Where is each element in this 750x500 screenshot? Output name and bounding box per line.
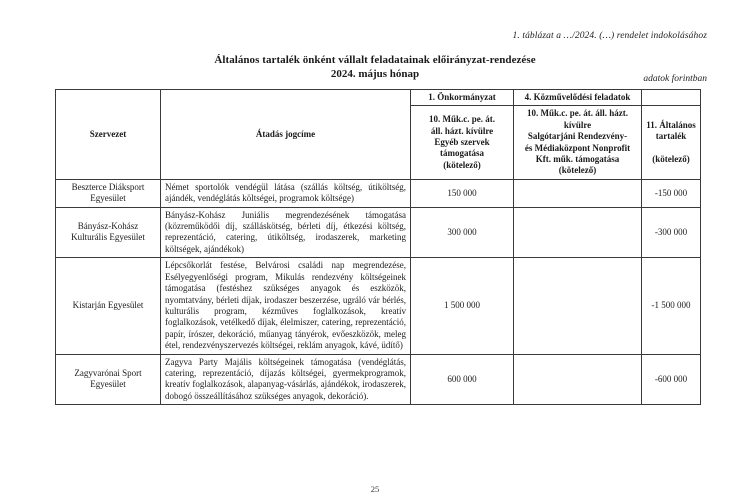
cell-altalanos-tartalek-amount: -1 500 000 [642, 258, 701, 354]
cell-transfer-title: Bányász-Kohász Juniális megrendezésének támogatása (közreműködői díj, szálláskötség, bérleti díj, étkezési költség, reprezentáció, catering, útiköltség, irodaszerek, marketing költségek, ajándékok) [161, 207, 411, 258]
table-row [56, 258, 701, 354]
sub1-line-2: Egyéb szervek [434, 136, 490, 147]
cell-organization: Kistarján Egyesület [56, 258, 161, 354]
sub1-line-0: 10. Műk.c. pe. át. [429, 114, 495, 125]
cell-organization: Bányász-Kohász Kulturális Egyesület [56, 207, 161, 258]
cell-kozmuvelodes-amount [514, 354, 642, 405]
sub4-line-1: kívülre [563, 119, 592, 130]
cell-onkormanyzat-amount: 600 000 [411, 354, 514, 405]
cell-kozmuvelodes-amount [514, 179, 642, 207]
page-number: 25 [370, 484, 380, 494]
cell-kozmuvelodes-amount [514, 258, 642, 354]
cell-altalanos-tartalek-amount: -150 000 [642, 179, 701, 207]
sub1-line-3: támogatása [440, 148, 484, 159]
column-header-altalanos-tartalek [642, 106, 701, 179]
page-subtitle: 2024. május hónap [330, 68, 420, 80]
budget-table [55, 89, 701, 405]
sub4-line-0: 10. Műk.c. pe. át. áll. házt. [527, 108, 628, 119]
cell-kozmuvelodes-amount [514, 207, 642, 258]
cell-transfer-title: Zagyva Party Majális költségeinek támogatása (vendéglátás, catering, reprezentáció, díjazás költségei, gyermekprogramok, kreatív foglalkozások, alapanyag-vásárlás, ajándékok, irodaszerek, dobogó összeállításához szükséges anyagok, dekoráció). [161, 354, 411, 405]
cell-onkormanyzat-amount: 150 000 [411, 179, 514, 207]
table-row [56, 354, 701, 405]
document-reference-note: 1. táblázat a …/2024. (…) rendelet indokolásához [512, 31, 707, 41]
cell-onkormanyzat-amount: 1 500 000 [411, 258, 514, 354]
column-subheader-onkormanyzat [411, 106, 514, 179]
table-header [56, 90, 701, 180]
cell-onkormanyzat-amount: 300 000 [411, 207, 514, 258]
table-row [56, 179, 701, 207]
cell-transfer-title: Német sportolók vendégül látása (szállás költség, útiköltség, ajándék, vendéglátás költségei, programok költsége) [161, 179, 411, 207]
cell-altalanos-tartalek-amount: -300 000 [642, 207, 701, 258]
sub1-line-1: áll. házt. kívülre [430, 125, 494, 136]
page-title: Általános tartalék önként vállalt feladatainak előirányzat-rendezése [214, 54, 536, 66]
sub4-line-5: (kötelező) [558, 165, 597, 176]
column-header-transfer-title: Átadás jogcíme [161, 90, 411, 180]
column-subheader-kozmuvelodes [514, 106, 642, 179]
sub4-line-2: Salgótarjáni Rendezvény- [527, 131, 628, 142]
table-header-row-groups [56, 90, 701, 106]
cell-organization: Zagyvarónai Sport Egyesület [56, 354, 161, 405]
column-group-header-kozmuvelodes: 4. Közművelődési feladatok [514, 90, 642, 106]
sub1-line-4: (kötelező) [443, 159, 481, 170]
cell-altalanos-tartalek-amount: -600 000 [642, 354, 701, 405]
col11-line-1: tartalék [655, 131, 687, 142]
table-row [56, 207, 701, 258]
cell-organization: Beszterce Diáksport Egyesület [56, 179, 161, 207]
cell-transfer-title: Lépcsőkorlát festése, Belvárosi családi nap megrendezése, Esélyegyenlőségi program, Mikulás rendezvény költségeinek támogatása (festéshez szükséges anyagok és eszközök, nyomtatvány, bérleti díjak, irodaszer beszerzése, ugráló vár bérlés, kulturális program, kézműves foglalkozások, kreatív foglalkozások, vetélkedő díjak, élelmiszer, catering, reprezentáció, papír, írószer, dekoráció, műanyag tányérok, evőeszközök, meleg étel, rendezvényszervezés költségei, reklám anyagok, kávé, üdítő) [161, 258, 411, 354]
document-title-block [0, 53, 750, 81]
currency-unit-note: adatok forintban [643, 74, 707, 84]
column-header-spacer [642, 90, 701, 106]
col11-line-0: 11. Általános [646, 119, 696, 130]
sub4-line-4: Kft. műk. támogatása [535, 154, 620, 165]
col11-line-3: (kötelező) [652, 154, 690, 165]
column-group-header-onkormanyzat: 1. Önkormányzat [411, 90, 514, 106]
sub4-line-3: és Médiaközpont Nonprofit [524, 142, 631, 153]
column-header-organization: Szervezet [56, 90, 161, 180]
table-body [56, 179, 701, 404]
